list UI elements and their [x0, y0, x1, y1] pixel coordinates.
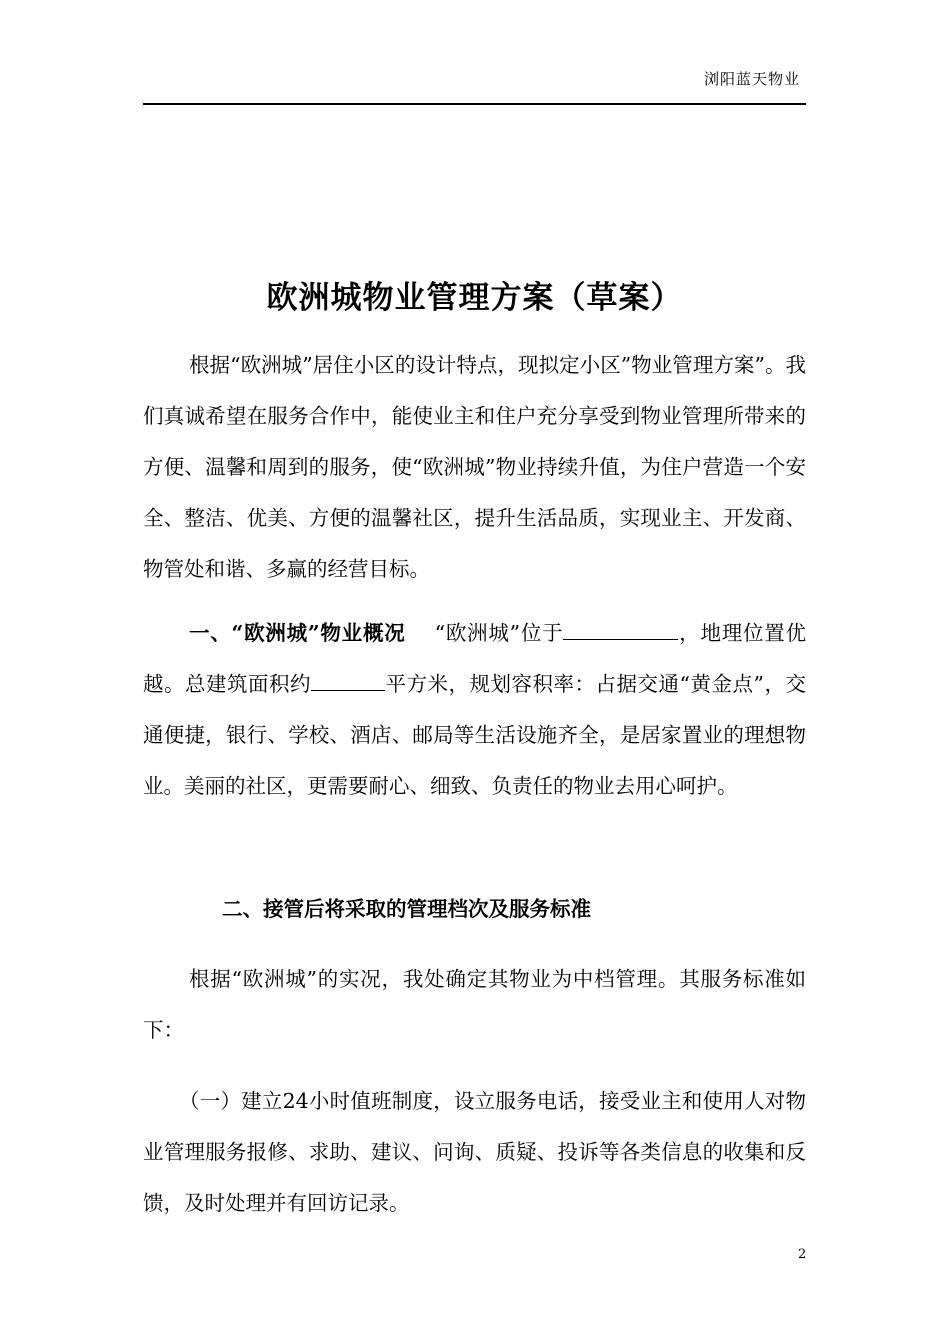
overview-heading: 一、“欧洲城”物业概况	[189, 621, 406, 645]
page-number: 2	[798, 1247, 807, 1262]
overview-text-area: ，地理位置优越。总建筑面积约	[143, 621, 806, 696]
intro-paragraph: 根据“欧洲城”居住小区的设计特点，现拟定小区”物业管理方案”。我们真诚希望在服务合作中，能使业主和住户充分享受到物业管理所带来的方便、温馨和周到的服务，使“欧洲城”物业持续升值，为住户营造一个安全、整洁、优美、方便的温馨社区，提升生活品质，实现业主、开发商、物管处和谐、多赢的经营目标。	[143, 353, 806, 581]
overview-text-description: 平方米，规划容积率：占据交通“黄金点”，交通便捷，银行、学校、酒店、邮局等生活设施齐全，是居家置业的理想物业。美丽的社区，更需要耐心、细致、负责任的物业去用心呵护。	[143, 672, 806, 798]
header-divider	[143, 103, 806, 105]
overview-text-location: “欧洲城”位于	[434, 621, 564, 645]
section-2-heading: 二、接管后将采取的管理档次及服务标准	[222, 897, 591, 921]
standard-intro-paragraph: 根据“欧洲城”的实况，我处确定其物业为中档管理。其服务标准如下：	[143, 967, 806, 1042]
location-blank	[563, 619, 678, 640]
area-blank	[311, 670, 385, 691]
header-company-name: 浏阳蓝天物业	[703, 70, 800, 88]
standard-item-1: （一）建立24小时值班制度，设立服务电话，接受业主和使用人对物业管理服务报修、求助、建议、问询、质疑、投诉等各类信息的收集和反馈，及时处理并有回访记录。	[143, 1089, 806, 1215]
document-title: 欧洲城物业管理方案（草案）	[266, 280, 683, 316]
overview-paragraph	[143, 608, 806, 812]
